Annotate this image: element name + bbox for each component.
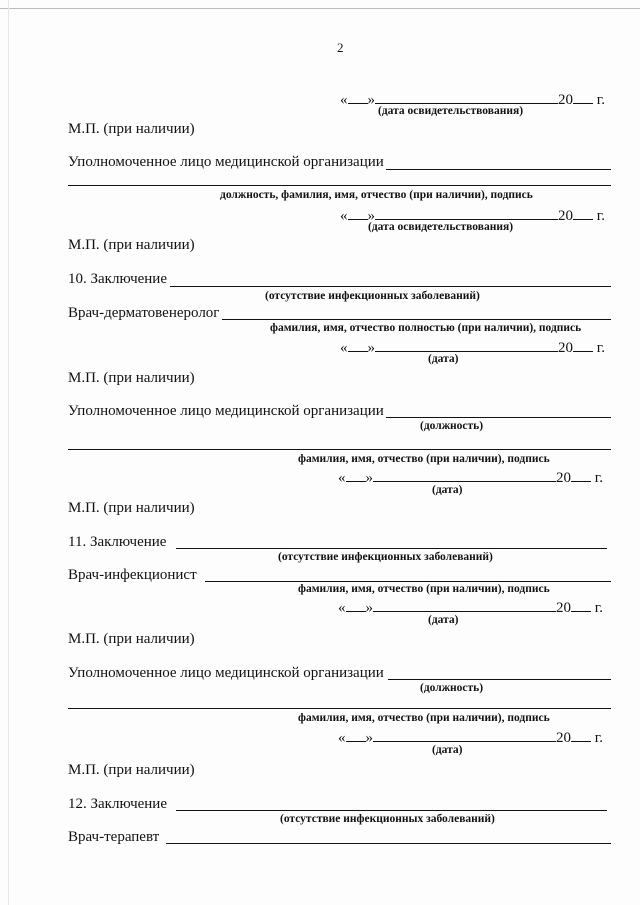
conclusion-11-label: 11. Заключение [68,534,167,550]
caption-name-sign: фамилия, имя, отчество (при наличии), подпись [298,712,550,724]
date-field[interactable]: « » 20 г. [340,204,605,225]
date-field[interactable]: « » 20 г. [340,336,605,357]
authorized-person-line[interactable] [388,679,611,680]
page-number: 2 [337,40,344,55]
doctor-therapist-line[interactable] [166,843,611,844]
caption-no-infection: (отсутствие инфекционных заболеваний) [265,290,480,302]
caption-position: (должность) [420,682,484,694]
scan-top-edge [0,8,640,9]
doctor-therapist-label: Врач-терапевт [68,829,160,845]
caption-position-name-sign: должность, фамилия, имя, отчество (при наличии), подпись [220,189,533,201]
caption-no-infection: (отсутствие инфекционных заболеваний) [278,551,493,563]
stamp-label: М.П. (при наличии) [68,762,195,778]
position-name-sign-line[interactable] [68,185,611,186]
doctor-infectionist-line[interactable] [205,581,611,582]
caption-date: (дата) [432,744,463,756]
authorized-person-label: Уполномоченное лицо медицинской организации [68,403,384,419]
conclusion-12-label: 12. Заключение [68,796,167,812]
caption-date: (дата) [428,614,459,626]
caption-date: (дата) [428,353,459,365]
doctor-dermatovenerologist-line[interactable] [222,319,611,320]
caption-position: (должность) [420,420,484,432]
doctor-infectionist-label: Врач-инфекционист [68,567,197,583]
caption-date-exam: (дата освидетельствования) [378,105,524,117]
stamp-label: М.П. (при наличии) [68,500,195,516]
caption-name-sign: фамилия, имя, отчество (при наличии), подпись [298,453,550,465]
conclusion-11-line[interactable] [176,548,607,549]
stamp-label: М.П. (при наличии) [68,370,195,386]
name-sign-line[interactable] [68,708,611,709]
doctor-dermatovenerologist-label: Врач-дерматовенеролог [68,305,220,321]
date-field[interactable]: « » 20 г. [340,88,605,109]
caption-date-exam: (дата освидетельствования) [368,221,514,233]
scan-left-edge [8,0,9,905]
caption-date: (дата) [432,484,463,496]
date-field[interactable]: « » 20 г. [338,466,603,487]
name-sign-line[interactable] [68,449,611,450]
conclusion-10-line[interactable] [170,286,611,287]
stamp-label: М.П. (при наличии) [68,237,195,253]
stamp-label: М.П. (при наличии) [68,121,195,137]
stamp-label: М.П. (при наличии) [68,631,195,647]
conclusion-10-label: 10. Заключение [68,271,167,287]
caption-full-name-sign: фамилия, имя, отчество полностью (при наличии), подпись [270,322,582,334]
conclusion-12-line[interactable] [176,810,607,811]
authorized-person-label: Уполномоченное лицо медицинской организации [68,665,384,681]
authorized-person-label: Уполномоченное лицо медицинской организации [68,154,384,170]
authorized-person-line[interactable] [386,417,611,418]
caption-name-sign: фамилия, имя, отчество (при наличии), подпись [298,583,550,595]
date-field[interactable]: « » 20 г. [338,726,603,747]
caption-no-infection: (отсутствие инфекционных заболеваний) [280,813,495,825]
authorized-person-line[interactable] [386,169,611,170]
date-field[interactable]: « » 20 г. [338,596,603,617]
